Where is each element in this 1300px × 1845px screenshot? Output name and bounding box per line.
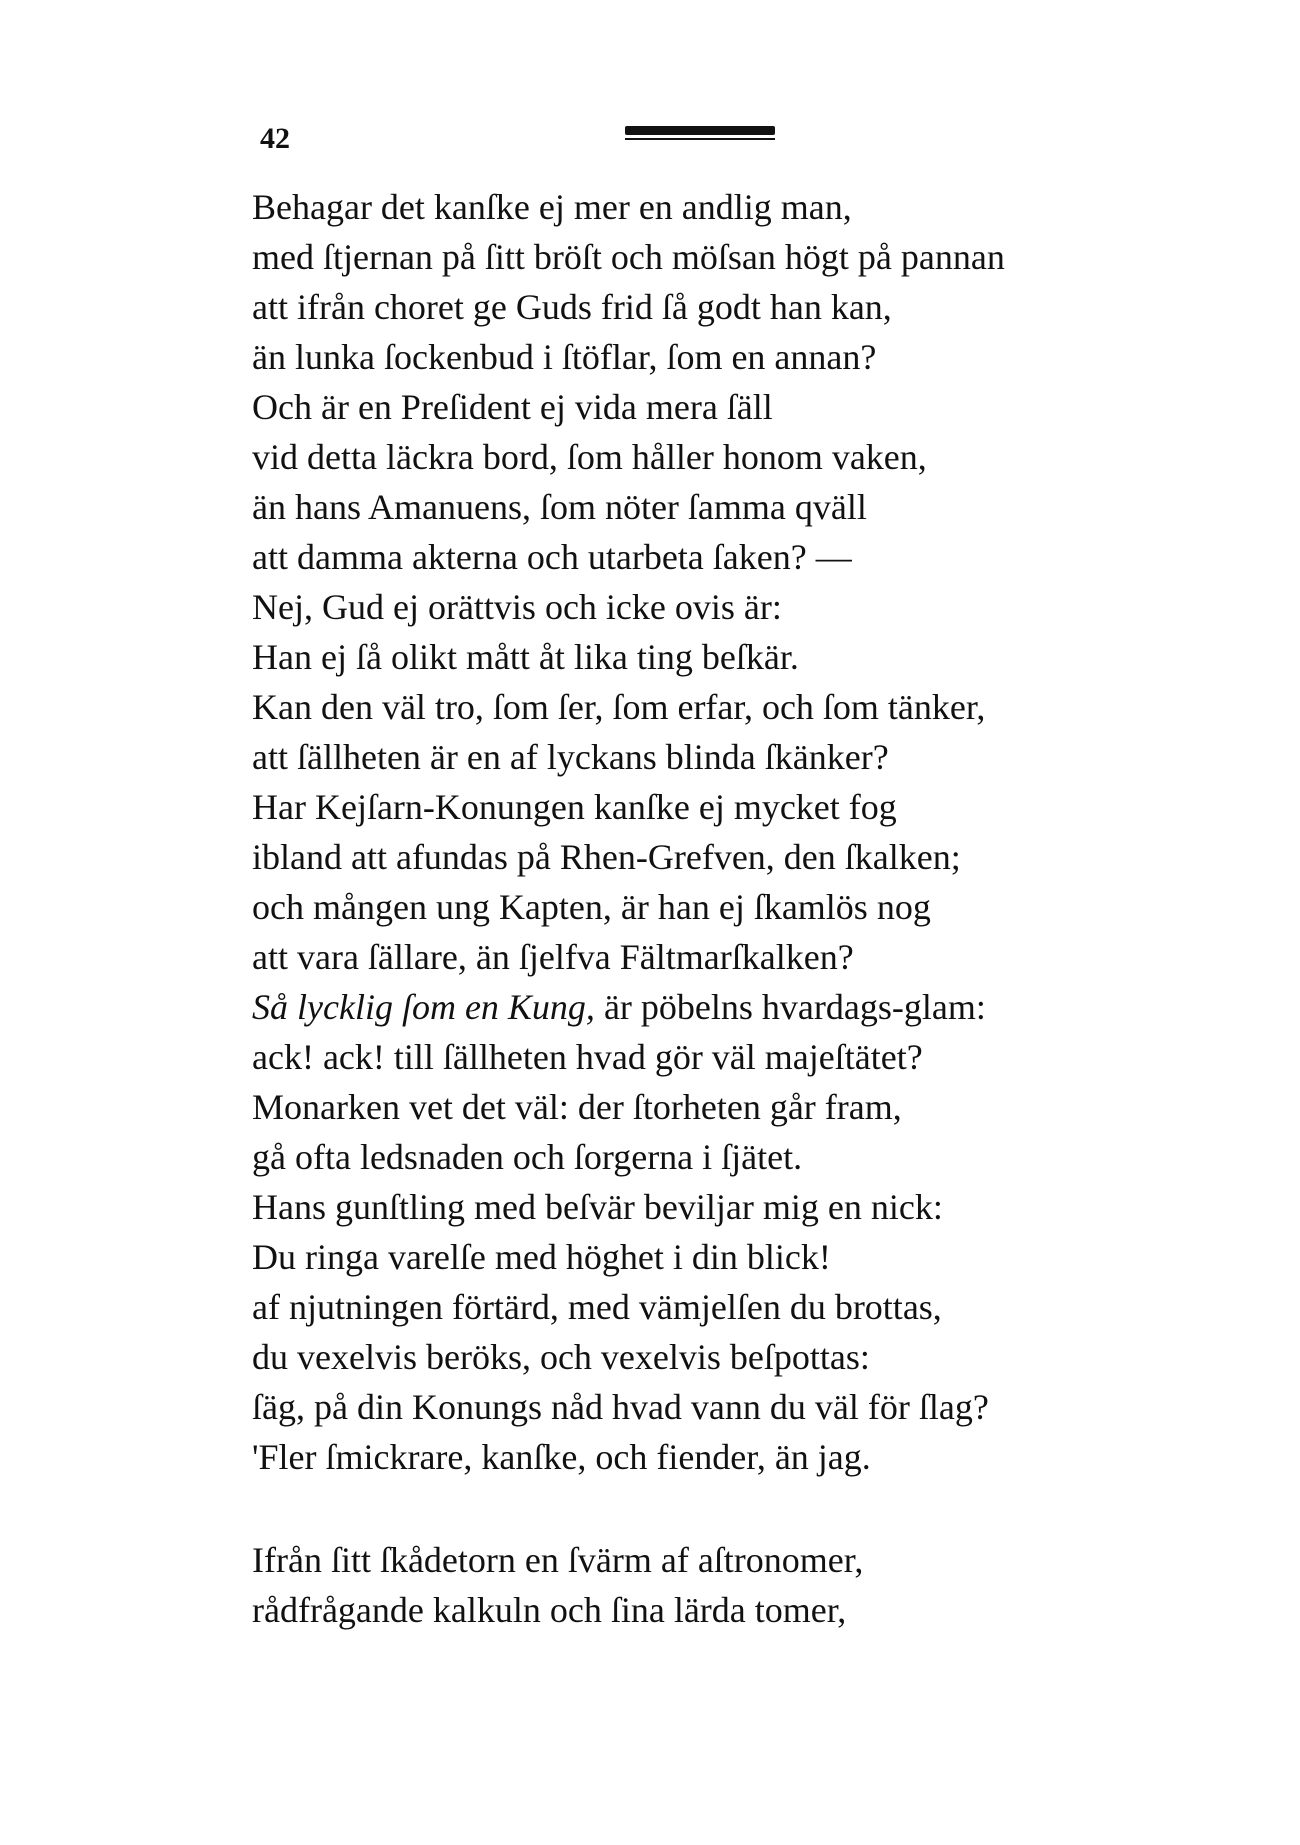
header-rule	[625, 126, 775, 135]
poem-line: Du ringa varelſe med höghet i din blick!	[252, 1237, 831, 1277]
poem-line: rådfrågande kalkuln och ſina lärda tomer,	[252, 1590, 847, 1630]
poem-line: ſäg, på din Konungs nåd hvad vann du väl för ſlag?	[252, 1387, 989, 1427]
poem-line: vid detta läckra bord, ſom håller honom vaken,	[252, 437, 927, 477]
page-number: 42	[260, 122, 290, 155]
poem-line: Han ej ſå olikt mått åt lika ting beſkär.	[252, 637, 799, 677]
poem-line: ibland att afundas på Rhen-Grefven, den ſkalken;	[252, 837, 961, 877]
poem-line: Hans gunſtling med beſvär beviljar mig en nick:	[252, 1187, 943, 1227]
poem-line: Behagar det kanſke ej mer en andlig man,	[252, 187, 852, 227]
poem-line: ack! ack! till ſällheten hvad gör väl majeſtätet?	[252, 1037, 923, 1077]
poem-line: med ſtjernan på ſitt bröſt och möſsan högt på pannan	[252, 237, 1005, 277]
line-continuation: är pöbelns hvardags-glam:	[594, 987, 986, 1027]
poem-line: Och är en Preſident ej vida mera ſäll	[252, 387, 773, 427]
poem-line: att ifrån choret ge Guds frid ſå godt han kan,	[252, 287, 892, 327]
poem-line: 'Fler ſmickrare, kanſke, och fiender, än jag.	[252, 1437, 871, 1477]
poem-line: och mången ung Kapten, är han ej ſkamlös nog	[252, 887, 931, 927]
poem-line-mixed	[252, 982, 1005, 1032]
poem-line: Har Kejſarn-Konungen kanſke ej mycket fog	[252, 787, 897, 827]
poem-line: Kan den väl tro, ſom ſer, ſom erfar, och ſom tänker,	[252, 687, 986, 727]
poem-line: af njutningen förtärd, med vämjelſen du brottas,	[252, 1287, 942, 1327]
poem-line: att vara ſällare, än ſjelfva Fältmarſkalken?	[252, 937, 854, 977]
poem-stanza-2	[252, 1535, 863, 1635]
poem-stanza-1	[252, 182, 1005, 1482]
poem-line: Monarken vet det väl: der ſtorheten går fram,	[252, 1087, 902, 1127]
poem-line: än hans Amanuens, ſom nöter ſamma qväll	[252, 487, 867, 527]
poem-line: Nej, Gud ej orättvis och icke ovis är:	[252, 587, 782, 627]
poem-line: att damma akterna och utarbeta ſaken? —	[252, 537, 852, 577]
poem-line: gå ofta ledsnaden och ſorgerna i ſjätet.	[252, 1137, 803, 1177]
poem-line: du vexelvis beröks, och vexelvis beſpottas:	[252, 1337, 870, 1377]
poem-line: än lunka ſockenbud i ſtöflar, ſom en annan?	[252, 337, 877, 377]
poem-line: att ſällheten är en af lyckans blinda ſkänker?	[252, 737, 889, 777]
poem-line: Ifrån ſitt ſkådetorn en ſvärm af aſtronomer,	[252, 1540, 864, 1580]
italic-phrase: Så lycklig ſom en Kung,	[252, 987, 595, 1027]
